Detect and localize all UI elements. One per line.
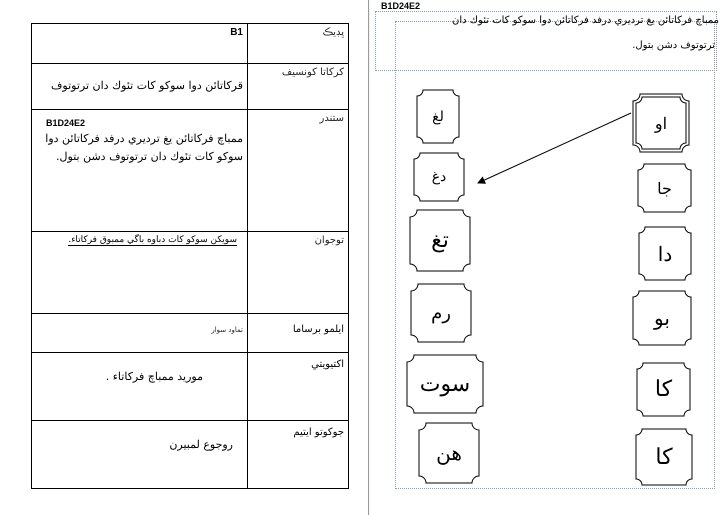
form-value: ﻣﻤﺒﺎﭺ ﻓﺮﻛﺎﺗﺎﺋﻦ ﻳﻎ ﺗﺮﺩﻳﺮﻱ ﺩﺭﻓﺪ ﻓﺮﻛﺎﺗﺎﺋﻦ ﺩﻭﺍ ﺳﻮﻛﻮ ﻛﺎﺕ ﺗﺌﻮﻙ ﺩﺍﻥ ﺗﺮﺗﻮﺗﻮﻑ ﺩﺷﻦ ﺑﺘﻮﻝ.: [45, 132, 243, 164]
instruction-line: ﻣﻤﺒﺎﭺ ﻓﺮﻛﺎﺗﺎﺋﻦ ﻳﻎ ﺗﺮﺩﻳﺮﻱ ﺩﺭﻓﺪ ﻓﺮﻛﺎﺗﺎﺋﻦ ﺩﻭﺍ ﺳﻮﻛﻮ ﻛﺎﺕ ﺗﺌﻮﻙ ﺩﺍﻥ: [452, 15, 719, 26]
card-syllable: كا: [654, 377, 673, 402]
form-value: B1: [32, 24, 248, 64]
card-syllable: دغ: [431, 169, 447, 185]
form-label: ﮐﺮﮐﺎﺗﺎ ﮐﻮﻧﺴﻴﻒ: [248, 64, 349, 110]
worksheet-code: B1D24E2: [381, 1, 421, 11]
card-syllable: لغ: [432, 108, 444, 125]
card-syllable: جا: [657, 178, 672, 198]
card-syllable: تغ: [431, 228, 449, 253]
card-syllable: بو: [654, 306, 670, 330]
form-value: ﺭﻭﺟﻮﻉ ﻟﻤﺒﻴﺮﻥ: [169, 437, 233, 451]
card-syllable: او: [654, 113, 668, 133]
card-syllable: سوت: [419, 371, 471, 397]
form-value: ﺳﻮﻳﻜﻦ ﺳﻮﻛﻮ ﻛﺎﺕ ﺩﺑﺎﻭﻩ ﺑﺎﮔﻲ ﻣﻤﺒﻮﻕ ﻓﺮﻛﺎﺗﺎﺀ.: [68, 234, 237, 245]
card-syllable: كا: [655, 444, 673, 470]
form-label: ڀڊيڪ: [248, 24, 349, 64]
form-label: ﺗﻮﺟﻮﺍﻥ: [248, 231, 349, 313]
instruction-line: ﺗﺮﺗﻮﺗﻮﻑ ﺩﺷﻦ ﺑﺘﻮﻝ.: [632, 40, 715, 51]
card-syllable: رم: [431, 302, 451, 324]
form-value: ﺗﻤﺎﻭﺩ ﺳﻮﺍﺭ: [211, 326, 243, 335]
card-syllable: دا: [657, 241, 673, 266]
form-label: ﺍﻳﻠﻤﻮ ﺑﺮﺳﺎﻣﺎ: [248, 314, 349, 353]
form-label: ﺳﺘﻨﺪﺭ: [248, 110, 349, 232]
form-value: ﻗﺮﻛﺎﺗﺎﺋﻦ ﺩﻭﺍ ﺳﻮﻛﻮ ﻛﺎﺕ ﺗﺌﻮﻙ ﺩﺍﻥ ﺗﺮﺗﻮﺗﻮﻑ: [51, 79, 243, 93]
standard-code: B1D24E2: [46, 118, 86, 129]
form-value: ﻣﻮﺭﻳﺪ ﻣﻤﺒﺎﭺ ﻓﺮﻛﺎﺗﺎﺀ .: [105, 370, 203, 384]
form-label: ﺍﻛﺘﻴﻮﻳﺘﻲ: [248, 353, 349, 420]
form-label: ﺟﻮﻛﻮﺗﻮ ﺍﻳﺘﻴﻢ: [248, 420, 349, 488]
card-syllable: هن: [436, 441, 462, 465]
